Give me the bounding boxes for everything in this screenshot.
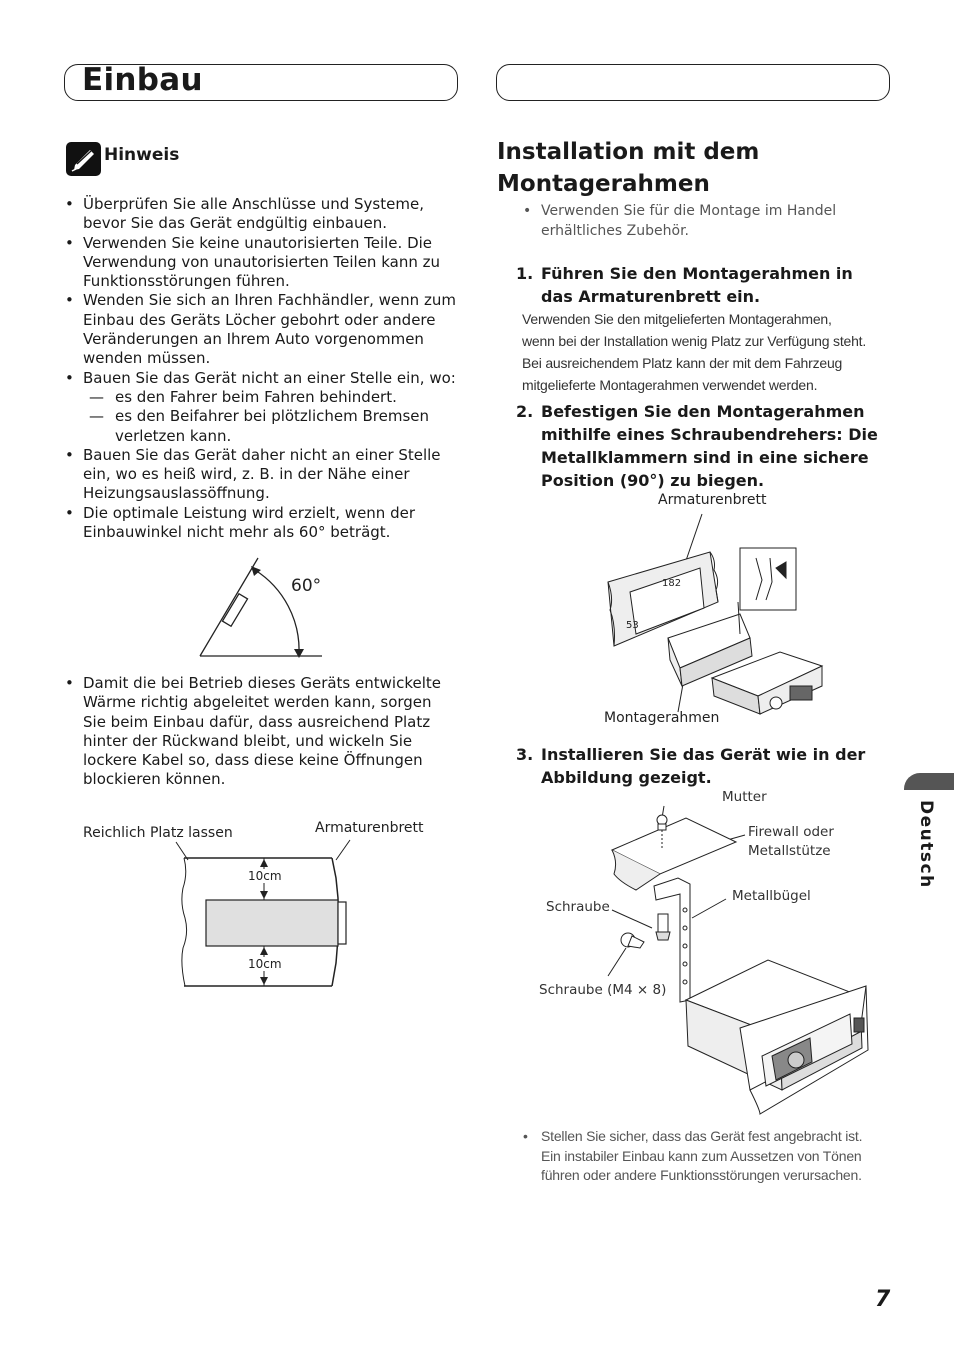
page-title: Einbau (82, 62, 203, 98)
note-line: Stellen Sie sicher, dass das Gerät fest angebracht ist. (541, 1128, 863, 1144)
list-item: • Bauen Sie das Gerät daher nicht an einer Stelle ein, wo es heiß wird, z. B. in der Nähe einer Heizungsauslassöffnung. (64, 446, 458, 504)
dash-item: — es den Fahrer beim Fahren behindert. (83, 388, 458, 407)
step-number: 2. (516, 402, 534, 421)
desc-line: Verwenden Sie den mitgelieferten Montagerahmen, (522, 311, 832, 327)
fig3-bracket-label: Metallbügel (732, 888, 811, 904)
installation-diagram (600, 800, 880, 1120)
list-item (522, 1127, 902, 1186)
hinweis-list-2 (64, 674, 458, 790)
label-line: Firewall oder (748, 824, 834, 840)
section-title (497, 136, 759, 200)
angle-label: 60° (291, 576, 322, 596)
step-1-description (522, 308, 902, 396)
step-text (541, 400, 878, 492)
step-line: Führen Sie den Montagerahmen in (541, 264, 853, 283)
step-2 (516, 400, 896, 492)
step-line: Metallklammern sind in eine sichere (541, 448, 869, 467)
final-note (522, 1127, 902, 1186)
note-line: führen oder andere Funktionsstörungen verursachen. (541, 1167, 862, 1183)
fig2-dashboard-label: Armaturenbrett (658, 492, 767, 508)
step-text (541, 262, 853, 308)
hinweis-list-1 (64, 195, 458, 542)
space-label: Reichlich Platz lassen (83, 825, 233, 841)
list-item: • Damit die bei Betrieb dieses Geräts entwickelte Wärme richtig abgeleitet werden kann, sorgen Sie beim Einbau dafür, dass ausreichend Platz hinter der Rückwand bleibt, und wickeln Sie lockere Kabel so, dass diese keine Öffnungen blockieren können. (64, 674, 458, 790)
language-tab: Deutsch (916, 800, 936, 889)
section-title-line: Installation mit dem (497, 139, 760, 165)
step-line: mithilfe eines Schraubendrehers: Die (541, 425, 878, 444)
install-note (522, 202, 882, 241)
step-line: Abbildung gezeigt. (541, 768, 712, 787)
list-item: • Verwenden Sie für die Montage im Handel erhältliches Zubehör. (522, 202, 882, 241)
pencil-note-icon (66, 142, 101, 176)
step-number: 3. (516, 745, 534, 764)
step-3 (516, 743, 896, 791)
list-item: • Die optimale Leistung wird erzielt, wenn der Einbauwinkel nicht mehr als 60° beträgt. (64, 504, 458, 543)
page-number: 7 (875, 1287, 891, 1312)
fig3-screw-m4-label: Schraube (M4 × 8) (539, 982, 667, 998)
section-title-line: Montagerahmen (497, 171, 710, 197)
fig2-frame-label: Montagerahmen (604, 710, 720, 726)
step-line: Befestigen Sie den Montagerahmen (541, 402, 865, 421)
step-line: Installieren Sie das Gerät wie in der (541, 745, 866, 764)
list-item: • Überprüfen Sie alle Anschlüsse und Systeme, bevor Sie das Gerät endgültig einbauen. (64, 195, 458, 234)
desc-line: wenn bei der Installation wenig Platz zur Verfügung steht. (522, 333, 867, 349)
label-line: Metallstütze (748, 843, 831, 859)
fig3-screw-label: Schraube (546, 899, 610, 915)
step-line: das Armaturenbrett ein. (541, 287, 761, 306)
dashboard-label: Armaturenbrett (315, 820, 424, 836)
fig2-height-label: 53 (626, 620, 639, 631)
step-1 (516, 262, 896, 310)
desc-line: Bei ausreichendem Platz kann der mit dem Fahrzeug (522, 355, 843, 371)
step-number: 1. (516, 264, 534, 283)
step-line: Position (90°) zu biegen. (541, 471, 765, 490)
dim-bottom-label: 10cm (248, 957, 282, 971)
dim-top-label: 10cm (248, 869, 282, 883)
note-line: Ein instabiler Einbau kann zum Aussetzen von Tönen (541, 1147, 862, 1164)
list-item: • Verwenden Sie keine unautorisierten Teile. Die Verwendung von unautorisierten Teilen kann zu Funktionsstörungen führen. (64, 234, 458, 292)
step-text (541, 743, 865, 789)
dash-item: — es den Beifahrer bei plötzlichem Bremsen verletzen kann. (83, 407, 458, 446)
fig3-nut-label: Mutter (722, 789, 767, 805)
title-box-right (496, 64, 890, 101)
fig2-width-label: 182 (662, 578, 682, 589)
angle-diagram (195, 555, 335, 663)
desc-line: mitgelieferte Montagerahmen verwendet werden. (522, 377, 818, 393)
mounting-frame-diagram (600, 510, 830, 720)
list-item: • Wenden Sie sich an Ihren Fachhändler, wenn zum Einbau des Geräts Löcher gebohrt oder andere Veränderungen an Ihrem Auto vorgenommen wenden müssen. (64, 291, 458, 368)
list-item: • Bauen Sie das Gerät nicht an einer Stelle ein, wo: (64, 369, 458, 388)
hinweis-label: Hinweis (104, 145, 180, 165)
